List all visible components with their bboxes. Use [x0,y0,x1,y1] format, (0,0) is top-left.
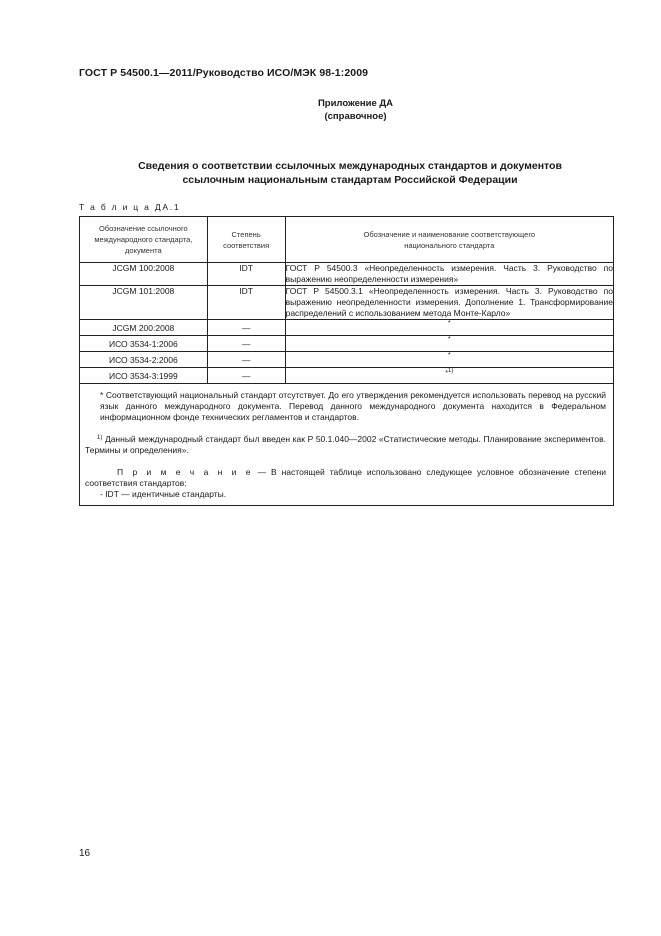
appendix-label: Приложение ДА [317,98,394,109]
cell-degree: IDT [207,263,285,286]
cell-national: * [285,352,613,368]
cell-designation: JCGM 101:2008 [80,286,208,320]
column-header-degree: Степень соответствия [207,217,285,263]
cell-degree: — [207,368,285,384]
document-header: ГОСТ Р 54500.1—2011/Руководство ИСО/МЭК 98-1:2009 [79,67,369,79]
correspondence-table [79,216,614,506]
section-title-line-2: ссылочным национальным стандартам Российской Федерации [182,174,518,186]
section-title-line-1: Сведения о соответствии ссылочных международных стандартов и документов [138,160,562,172]
table-header-row [80,217,614,263]
national-star: * [445,370,448,377]
cell-designation: ИСО 3534-2:2006 [80,352,208,368]
cell-national: ГОСТ Р 54500.3.1 «Неопределенность измерения. Часть 3. Руководство по выражению неопределенности измерения. Дополнение 1. Трансформирование распределений с использованием метода Монте-Карло» [285,286,613,318]
column-header-designation: Обозначение ссылочного международного стандарта, документа [80,217,208,263]
cell-designation: JCGM 200:2008 [80,320,208,336]
section-title [70,159,630,187]
footnote-star: * Соответствующий национальный стандарт отсутствует. До его утверждения рекомендуется использовать перевод на русский язык данного международного документа. Перевод данного международного документа находится в Федеральном информационном фонде технических регламентов и стандартов. [100,390,606,422]
note-text: — В настоящей таблице использовано следующее условное обозначение степени соответствия стандартов: [85,467,606,488]
cell-designation: ИСО 3534-3:1999 [80,368,208,384]
cell-degree: — [207,352,285,368]
table-row [80,368,614,384]
table-note [85,467,606,489]
footnote-1-text: Данный международный стандарт был введен как Р 50.1.040—2002 «Статистические методы. Планирование экспериментов. Термины и определения». [85,434,606,455]
note-item: - IDT — идентичные стандарты. [100,489,227,499]
table-row [80,352,614,368]
page-number: 16 [79,848,91,859]
cell-degree: — [207,336,285,352]
column-header-national: Обозначение и наименование соответствующего национального стандарта [285,217,613,263]
table-row [80,320,614,336]
cell-designation: JCGM 100:2008 [80,263,208,286]
cell-national [285,368,613,384]
table-row [80,336,614,352]
footnote-ref: 1) [447,368,454,374]
table-caption: Т а б л и ц а ДА.1 [79,202,181,212]
appendix-type: (справочное) [324,111,387,122]
appendix-heading [0,97,661,123]
cell-degree: — [207,320,285,336]
cell-national: * [285,336,613,352]
table-row [80,286,614,320]
cell-national: * [285,320,613,336]
cell-degree: IDT [207,286,285,320]
table-footnotes [80,384,614,506]
footnote-1 [85,433,606,456]
table-row [80,263,614,286]
cell-designation: ИСО 3534-1:2006 [80,336,208,352]
table-footnotes-row [80,384,614,506]
note-label: П р и м е ч а н и е [117,467,253,477]
footnote-1-mark: 1) [97,435,103,441]
cell-national: ГОСТ Р 54500.3 «Неопределенность измерения. Часть 3. Руководство по выражению неопределенности измерения» [285,263,613,284]
